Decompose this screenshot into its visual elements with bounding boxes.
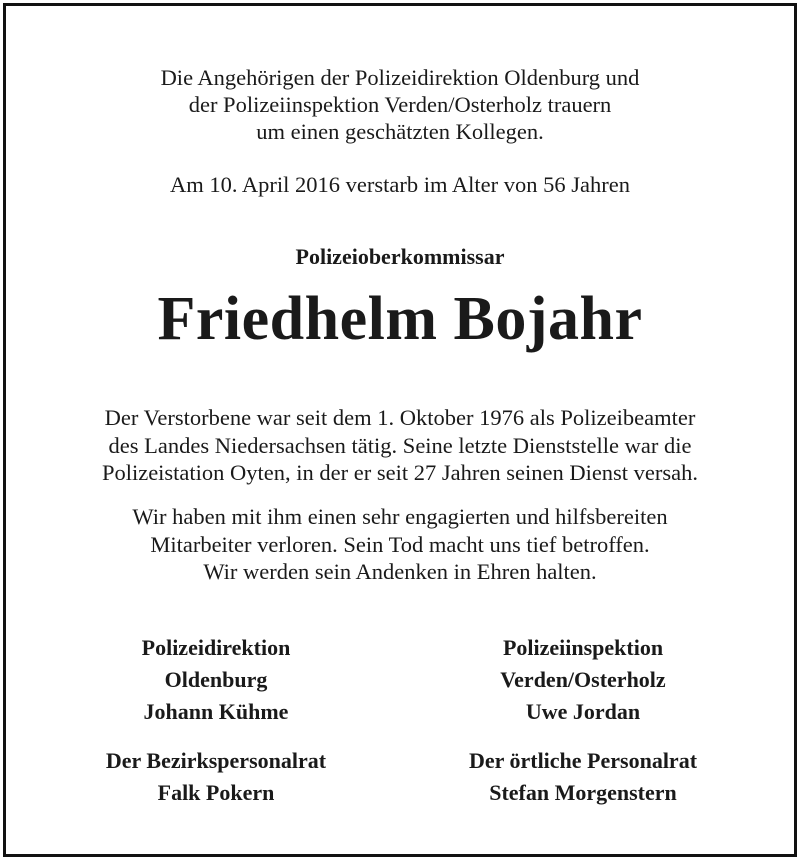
death-notice: Am 10. April 2016 verstarb im Alter von 56 Jahren (170, 172, 630, 197)
signature-polizeidirektion (51, 632, 381, 728)
tribute-line-1: Wir haben mit ihm einen sehr engagierten und hilfsbereiten (132, 504, 668, 529)
intro-line-3: um einen geschätzten Kollegen. (256, 119, 544, 144)
signature-org: Der Bezirkspersonalrat (105, 748, 327, 773)
signature-org: Der örtliche Personalrat (468, 748, 698, 773)
rank-title: Polizeioberkommissar (295, 244, 505, 269)
obituary-border (3, 3, 797, 857)
signature-person: Johann Kühme (143, 699, 289, 724)
signature-org-line-2: Verden/Osterholz (500, 667, 666, 692)
career-line-3: Polizeistation Oyten, in der er seit 27 Jahren seinen Dienst versah. (101, 460, 699, 485)
signature-org-line-1: Polizeiinspektion (502, 635, 664, 660)
intro-line-1: Die Angehörigen der Polizeidirektion Oldenburg und (160, 65, 640, 90)
signature-polizeiinspektion (418, 632, 748, 728)
signature-oertlicher-personalrat (418, 745, 748, 809)
signature-person: Uwe Jordan (525, 699, 641, 724)
tribute-paragraph (6, 503, 794, 586)
tribute-line-2: Mitarbeiter verloren. Sein Tod macht uns tief betroffen. (150, 531, 650, 557)
signature-org-line-1: Polizeidirektion (141, 635, 291, 660)
tribute-line-3: Wir werden sein Andenken in Ehren halten. (203, 559, 597, 584)
career-line-1: Der Verstorbene war seit dem 1. Oktober 1976 als Polizeibeamter (104, 405, 696, 430)
career-paragraph (6, 404, 794, 487)
signature-person: Falk Pokern (157, 780, 275, 805)
intro-text (6, 64, 794, 145)
signature-person: Stefan Morgenstern (489, 780, 677, 805)
signature-bezirkspersonalrat (51, 745, 381, 809)
deceased-name: Friedhelm Bojahr (157, 285, 643, 353)
signature-org-line-2: Oldenburg (164, 667, 268, 692)
career-line-2: des Landes Niedersachsen tätig. Seine letzte Dienststelle war die (108, 432, 692, 458)
intro-line-2: der Polizeiinspektion Verden/Osterholz trauern (188, 92, 612, 117)
